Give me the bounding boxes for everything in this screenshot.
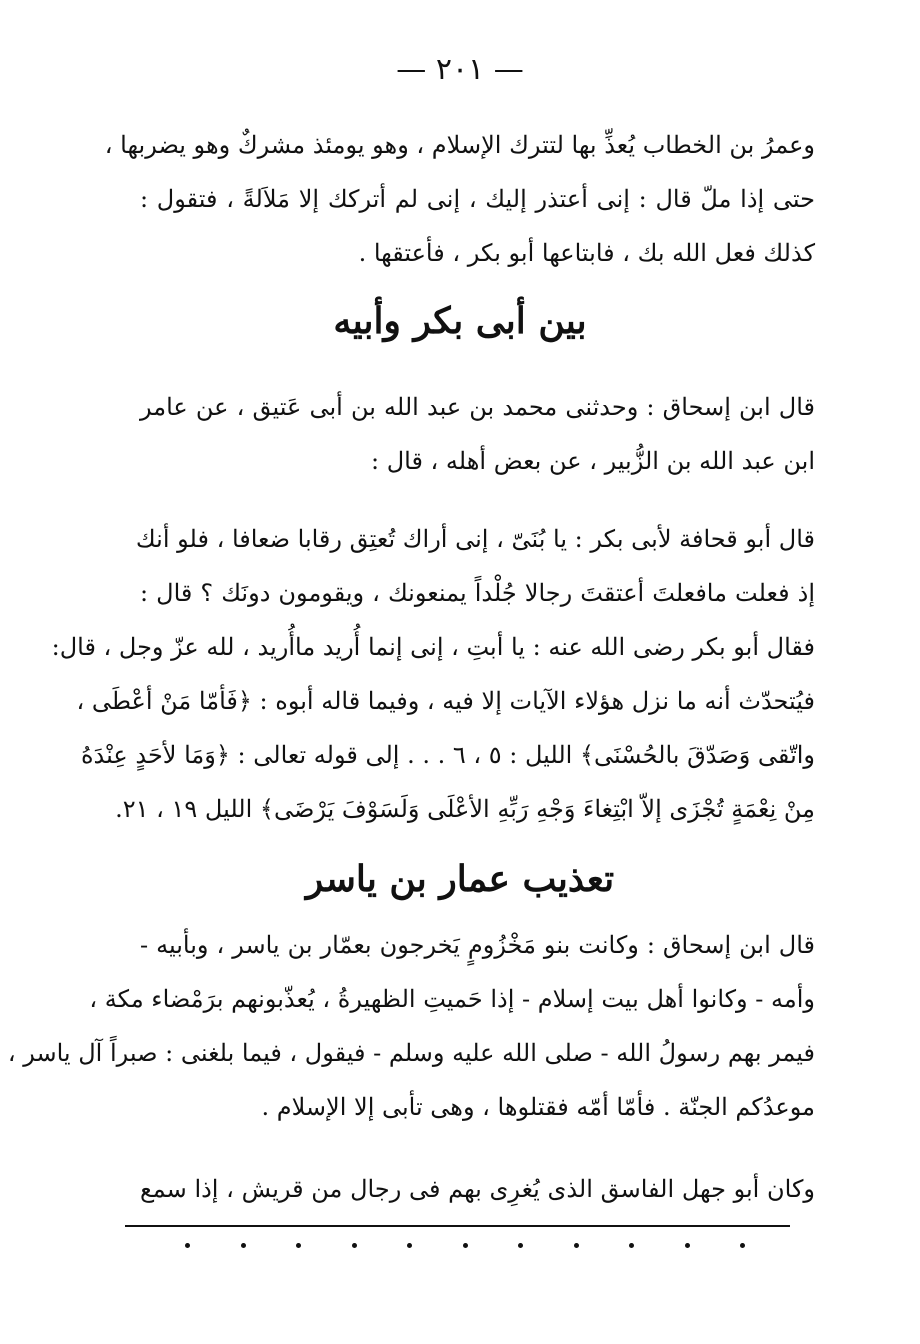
dot <box>463 1243 468 1248</box>
text-line: كذلك فعل الله بك ، فابتاعها أبو بكر ، فأعتقها . <box>358 239 815 267</box>
paragraph-abu-jahl <box>140 1162 815 1216</box>
page-number: — ٢٠١ — <box>396 52 524 87</box>
dot <box>518 1243 523 1248</box>
dot <box>352 1243 357 1248</box>
paragraph-ammar-torture <box>7 918 815 1134</box>
footnote-dots <box>185 1243 745 1248</box>
text-line: حتى إذا ملّ قال : إنى أعتذر إليك ، إنى لم أتركك إلا مَلاَلةً ، فتقول : <box>140 185 815 213</box>
dot <box>574 1243 579 1248</box>
section-heading-abu-bakr: بين أبى بكر وأبيه <box>333 300 587 342</box>
footnote-divider <box>125 1225 790 1227</box>
text-line: وكان أبو جهل الفاسق الذى يُغرِى بهم فى رجال من قريش ، إذا سمع <box>140 1175 815 1203</box>
text-line: قال أبو قحافة لأبى بكر : يا بُنَىّ ، إنى أراك تُعتِق رقابا ضعافا ، فلو أنك <box>135 525 815 553</box>
text-line: فيُتحدّث أنه ما نزل هؤلاء الآيات إلا فيه ، وفيما قاله أبوه : ﴿فَأمّا مَنْ أعْطَى ، <box>76 687 815 715</box>
text-line: موعدُكم الجنّة . فأمّا أمّه فقتلوها ، وهى تأبى إلا الإسلام . <box>261 1093 815 1121</box>
text-line: وعمرُ بن الخطاب يُعذِّ بها لتترك الإسلام ، وهو يومئذ مشركٌ وهو يضربها ، <box>104 131 815 159</box>
text-line: إذ فعلت مافعلتَ أعتقتَ رجالا جُلْداً يمنعونك ، ويقومون دونَك ؟ قال : <box>140 579 815 607</box>
paragraph-abu-quhafa <box>51 512 815 836</box>
text-line: واتّقى وَصَدّقَ بالحُسْنَى﴾ الليل : ٥ ، ٦ . . . إلى قوله تعالى : ﴿وَمَا لأحَدٍ عِنْدَهُ <box>80 741 815 769</box>
dot <box>407 1243 412 1248</box>
text-line: فيمر بهم رسولُ الله - صلى الله عليه وسلم - فيقول ، فيما بلغنى : صبراً آل ياسر ، <box>7 1039 815 1067</box>
dot <box>740 1243 745 1248</box>
paragraph-ibn-ishaq-1 <box>140 380 815 488</box>
text-line: ابن عبد الله بن الزُّبير ، عن بعض أهله ، قال : <box>370 447 815 475</box>
dot <box>629 1243 634 1248</box>
dot <box>241 1243 246 1248</box>
dot <box>185 1243 190 1248</box>
section-heading-ammar: تعذيب عمار بن ياسر <box>305 858 615 900</box>
dot <box>685 1243 690 1248</box>
text-line: وأمه - وكانوا أهل بيت إسلام - إذا حَميتِ الظهيرةُ ، يُعذّبونهم برَمْضاء مكة ، <box>89 985 815 1013</box>
text-line: فقال أبو بكر رضى الله عنه : يا أبتِ ، إنى إنما أُريد ماأُريد ، لله عزّ وجل ، قال: <box>51 633 815 661</box>
text-line: قال ابن إسحاق : وكانت بنو مَخْزُومٍ يَخرجون بعمّار بن ياسر ، وبأبيه - <box>140 931 815 959</box>
dot <box>296 1243 301 1248</box>
intro-paragraph <box>104 118 815 280</box>
text-line: قال ابن إسحاق : وحدثنى محمد بن عبد الله بن أبى عَتيق ، عن عامر <box>140 393 815 421</box>
text-line: مِنْ نِعْمَةٍ تُجْزَى إلاّ ابْتِغاءَ وَجْهِ رَبِّهِ الأعْلَى وَلَسَوْفَ يَرْضَى﴾ الليل ١٩ ، ٢١. <box>115 795 815 823</box>
